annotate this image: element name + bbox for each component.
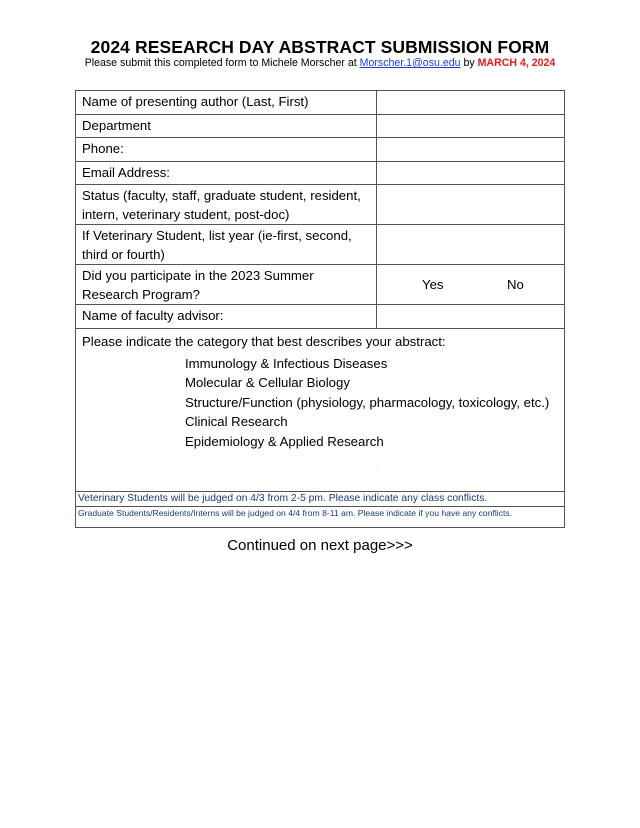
summer-no-option[interactable]: No (507, 277, 524, 292)
label-presenting-author: Name of presenting author (Last, First) (76, 91, 377, 114)
submission-instructions (0, 57, 640, 69)
label-faculty-advisor: Name of faculty advisor: (76, 305, 377, 328)
row-summer-program (76, 265, 564, 305)
row-vet-student-year (76, 225, 564, 265)
vet-student-year-field[interactable] (377, 225, 564, 264)
category-option-molecular[interactable]: Molecular & Cellular Biology (185, 375, 350, 390)
department-field[interactable] (377, 115, 564, 138)
row-email (76, 162, 564, 186)
row-presenting-author (76, 91, 564, 115)
label-vet-student-year: If Veterinary Student, list year (ie-first, second, third or fourth) (76, 225, 377, 264)
label-email: Email Address: (76, 162, 377, 185)
label-phone: Phone: (76, 138, 377, 161)
label-status: Status (faculty, staff, graduate student, resident, intern, veterinary student, post-doc) (76, 185, 377, 224)
row-department (76, 115, 564, 139)
email-field[interactable] (377, 162, 564, 185)
category-option-structure-function[interactable]: Structure/Function (physiology, pharmacology, toxicology, etc.) (185, 394, 550, 410)
category-option-immunology[interactable]: Immunology & Infectious Diseases (185, 355, 388, 371)
label-summer-program: Did you participate in the 2023 Summer Research Program? (76, 265, 377, 304)
instructions-by: by (460, 57, 478, 69)
category-prompt: Please indicate the category that best describes your abstract: (82, 333, 446, 349)
continued-indicator: Continued on next page>>> (227, 537, 413, 554)
contact-email-link[interactable]: Morscher.1@osu.edu (359, 57, 461, 69)
summer-yes-option[interactable]: Yes (422, 277, 444, 292)
deadline-date: MARCH 4, 2024 (477, 57, 556, 69)
vet-judging-note: Veterinary Students will be judged on 4/3 from 2-5 pm. Please indicate any class conflicts. (76, 492, 564, 508)
category-options (185, 354, 549, 452)
stray-mark (376, 469, 377, 470)
status-field[interactable] (377, 185, 564, 224)
category-option-epidemiology[interactable]: Epidemiology & Applied Research (185, 433, 384, 449)
label-department: Department (76, 115, 377, 138)
faculty-advisor-field[interactable] (377, 305, 564, 328)
phone-field[interactable] (377, 138, 564, 161)
instructions-prefix: Please submit this completed form to Michele Morscher at (84, 57, 360, 69)
grad-judging-note: Graduate Students/Residents/Interns will be judged on 4/4 from 8-11 am. Please indicate if you have any conflicts. (78, 508, 513, 518)
category-option-clinical[interactable]: Clinical Research (185, 414, 288, 429)
presenting-author-field[interactable] (377, 91, 564, 114)
submission-form-table (75, 90, 565, 528)
row-status (76, 185, 564, 225)
row-faculty-advisor (76, 305, 564, 329)
summer-program-answer (377, 265, 564, 304)
row-phone (76, 138, 564, 162)
category-section (76, 329, 564, 492)
form-title: 2024 RESEARCH DAY ABSTRACT SUBMISSION FORM (90, 37, 550, 57)
